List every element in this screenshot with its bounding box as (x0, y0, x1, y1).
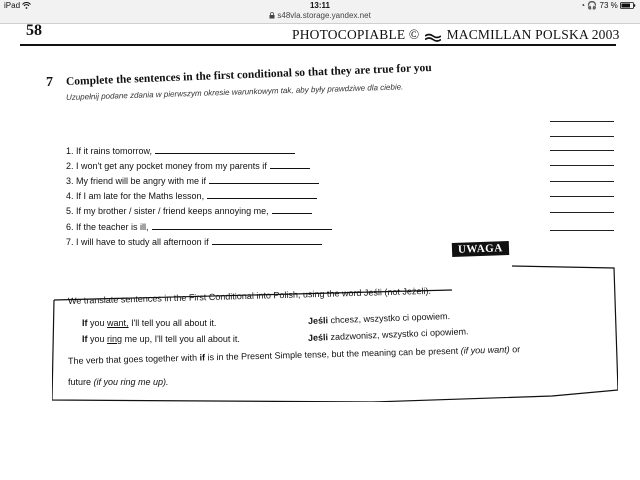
publisher-line (292, 27, 620, 43)
sentence-2: 2. I won't get any pocket money from my parents if (66, 160, 310, 171)
answer-line[interactable] (209, 175, 319, 184)
sentence-3: 3. My friend will be angry with me if (66, 175, 319, 186)
continuation-line[interactable] (550, 121, 614, 122)
headphones-icon: 🎧 (587, 1, 598, 10)
tip-note-continued: future (if you ring me up). (68, 377, 169, 387)
rotation-lock-icon: ◔ (580, 1, 586, 10)
sentence-5: 5. If my brother / sister / friend keeps annoying me, (66, 205, 312, 216)
polish-example-1: Jeśli chcesz, wszystko ci opowiem. (307, 311, 451, 326)
answer-line[interactable] (152, 221, 332, 230)
exercise-subtitle: Uzupełnij podane zdania w pierwszym okresie warunkowym tak, aby były prawdziwe dla ciebie. (65, 82, 404, 102)
battery-percent: 73 % (599, 1, 618, 10)
continuation-line[interactable] (550, 181, 614, 182)
battery-icon (620, 1, 636, 10)
answer-line[interactable] (272, 205, 312, 214)
status-right (580, 1, 636, 10)
macmillan-logo-icon (425, 31, 441, 41)
photocopiable-label: PHOTOCOPIABLE © (292, 27, 420, 42)
answer-line[interactable] (207, 190, 317, 199)
continuation-line[interactable] (550, 196, 614, 197)
answer-line[interactable] (270, 160, 310, 169)
continuation-line[interactable] (550, 150, 614, 151)
exercise-title: Complete the sentences in the first conditional so that they are true for you (65, 61, 432, 88)
sentence-7: 7. I will have to study all afternoon if (66, 236, 322, 247)
sentence-4: 4. If I am late for the Maths lesson, (66, 190, 317, 201)
address-bar[interactable] (0, 10, 640, 24)
continuation-line[interactable] (550, 165, 614, 166)
clock: 13:11 (309, 1, 331, 10)
sentence-6: 6. If the teacher is ill, (66, 221, 332, 232)
url-label: s48vla.storage.yandex.net (277, 11, 371, 20)
tip-note: The verb that goes together with if is in the Present Simple tense, but the meaning can be present (if you want) or (67, 344, 521, 366)
polish-example-2: Jeśli zadzwonisz, wszystko ci opowiem. (307, 326, 469, 343)
url-text[interactable] (0, 11, 640, 20)
tip-badge: UWAGA (452, 241, 509, 257)
exercise-number: 7 (46, 75, 53, 90)
status-bar (0, 0, 640, 10)
answer-line[interactable] (155, 145, 295, 154)
continuation-line[interactable] (550, 230, 614, 231)
device-name: iPad (4, 1, 21, 10)
continuation-line[interactable] (550, 136, 614, 137)
page-number: 58 (26, 22, 42, 39)
publisher-name: MACMILLAN POLSKA 2003 (446, 27, 620, 42)
tip-intro: We translate sentences in the First Conditional into Polish, using the word Jeśli (not Jeżeli). (67, 285, 432, 306)
header-rule (20, 44, 616, 46)
answer-line[interactable] (212, 236, 322, 245)
english-example-1: If you want, I'll tell you all about it. (82, 318, 217, 328)
english-example-2: If you ring me up, I'll tell you all about it. (82, 334, 240, 344)
continuation-line[interactable] (550, 212, 614, 213)
sentence-1: 1. If it rains tomorrow, (66, 145, 295, 156)
